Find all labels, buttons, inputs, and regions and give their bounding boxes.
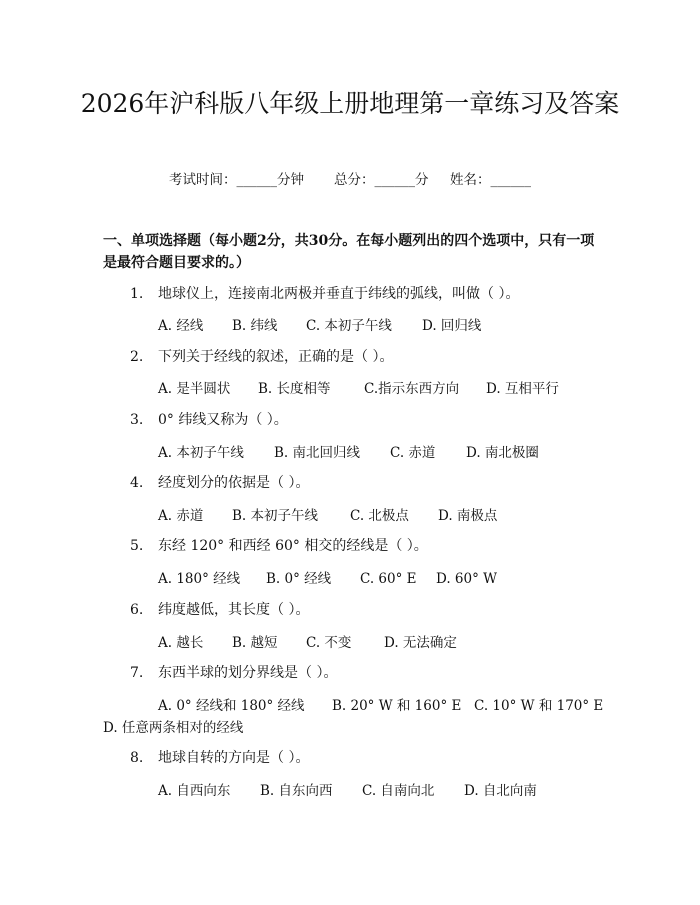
option-a: A. 经线 — [158, 318, 204, 334]
option-c: C.指示东西方向 — [364, 381, 460, 397]
question-7-options — [158, 694, 603, 714]
question-4-options — [158, 504, 497, 524]
name-label: 姓名： — [450, 172, 491, 188]
option-a: A. 赤道 — [158, 508, 204, 524]
question-number: 1. — [130, 286, 144, 302]
question-text: 东经 120° 和西经 60° 相交的经线是（ ）。 — [158, 538, 428, 554]
question-text: 纬度越低，其长度（ ）。 — [158, 602, 310, 618]
option-b: B. 越短 — [232, 635, 278, 651]
option-b: B. 南北回归线 — [274, 445, 361, 461]
score-unit: 分 — [415, 172, 429, 188]
name-blank: ______ — [490, 172, 531, 188]
option-c: C. 60° E — [360, 571, 417, 587]
option-d: D. 任意两条相对的经线 — [103, 720, 244, 736]
score-blank: ______ — [374, 172, 416, 188]
question-6-options — [158, 631, 457, 651]
question-text: 0° 纬线又称为（ ）。 — [158, 412, 288, 428]
time-label: 考试时间： — [168, 172, 237, 188]
option-d: D. 南北极圈 — [466, 445, 539, 461]
option-b: B. 长度相等 — [258, 381, 331, 397]
option-c: C. 赤道 — [390, 445, 436, 461]
question-2-options — [158, 377, 559, 397]
option-c: C. 自南向北 — [362, 783, 435, 799]
option-d: D. 南极点 — [438, 508, 498, 524]
question-7 — [130, 662, 337, 682]
option-a: A. 自西向东 — [158, 783, 231, 799]
question-2 — [130, 346, 393, 366]
question-number: 6. — [130, 602, 144, 618]
question-1 — [130, 283, 519, 303]
question-5 — [130, 535, 428, 555]
page-title: 2026年沪科版八年级上册地理第一章练习及答案 — [80, 89, 620, 118]
question-3 — [130, 409, 288, 429]
score-label: 总分： — [334, 172, 375, 188]
option-d: D. 60° W — [436, 571, 498, 587]
question-number: 3. — [130, 412, 144, 428]
option-d: D. 互相平行 — [486, 381, 559, 397]
option-d: D. 无法确定 — [384, 635, 457, 651]
question-8 — [130, 747, 309, 767]
option-a: A. 本初子午线 — [158, 445, 244, 461]
question-number: 5. — [130, 538, 144, 554]
option-d: D. 回归线 — [422, 318, 482, 334]
question-text: 下列关于经线的叙述，正确的是（ ）。 — [158, 349, 394, 365]
question-6 — [130, 599, 309, 619]
option-a: A. 是半圆状 — [158, 381, 231, 397]
question-text: 地球仪上，连接南北两极并垂直于纬线的弧线，叫做（ ）。 — [158, 286, 520, 302]
question-text: 东西半球的划分界线是（ ）。 — [158, 665, 338, 681]
question-3-options — [158, 441, 539, 461]
question-text: 经度划分的依据是（ ）。 — [158, 475, 310, 491]
question-5-options — [158, 567, 497, 587]
question-number: 8. — [130, 750, 144, 766]
question-8-options — [158, 779, 537, 799]
option-d: D. 自北向南 — [464, 783, 537, 799]
question-number: 2. — [130, 349, 144, 365]
option-b: B. 0° 经线 — [266, 571, 332, 587]
option-c: C. 本初子午线 — [306, 318, 392, 334]
option-c: C. 不变 — [306, 635, 352, 651]
option-c: C. 10° W 和 170° E — [474, 698, 604, 714]
time-unit: 分钟 — [276, 172, 304, 188]
section-heading: 一、单项选择题（每小题2分，共30分。在每小题列出的四个选项中，只有一项是最符合题目要求的。） — [103, 233, 595, 271]
question-1-options — [158, 314, 481, 334]
option-b: B. 自东向西 — [260, 783, 333, 799]
question-4 — [130, 472, 309, 492]
question-text: 地球自转的方向是（ ）。 — [158, 750, 310, 766]
option-a: A. 越长 — [158, 635, 204, 651]
option-b: B. 纬线 — [232, 318, 278, 334]
option-a: A. 0° 经线和 180° 经线 — [158, 698, 305, 714]
option-b: B. 20° W 和 160° E — [332, 698, 462, 714]
question-number: 4. — [130, 475, 144, 491]
option-a: A. 180° 经线 — [158, 571, 241, 587]
option-b: B. 本初子午线 — [232, 508, 319, 524]
question-number: 7. — [130, 665, 144, 681]
time-blank: ______ — [236, 172, 277, 188]
exam-info-line — [0, 168, 700, 188]
option-c: C. 北极点 — [350, 508, 409, 524]
